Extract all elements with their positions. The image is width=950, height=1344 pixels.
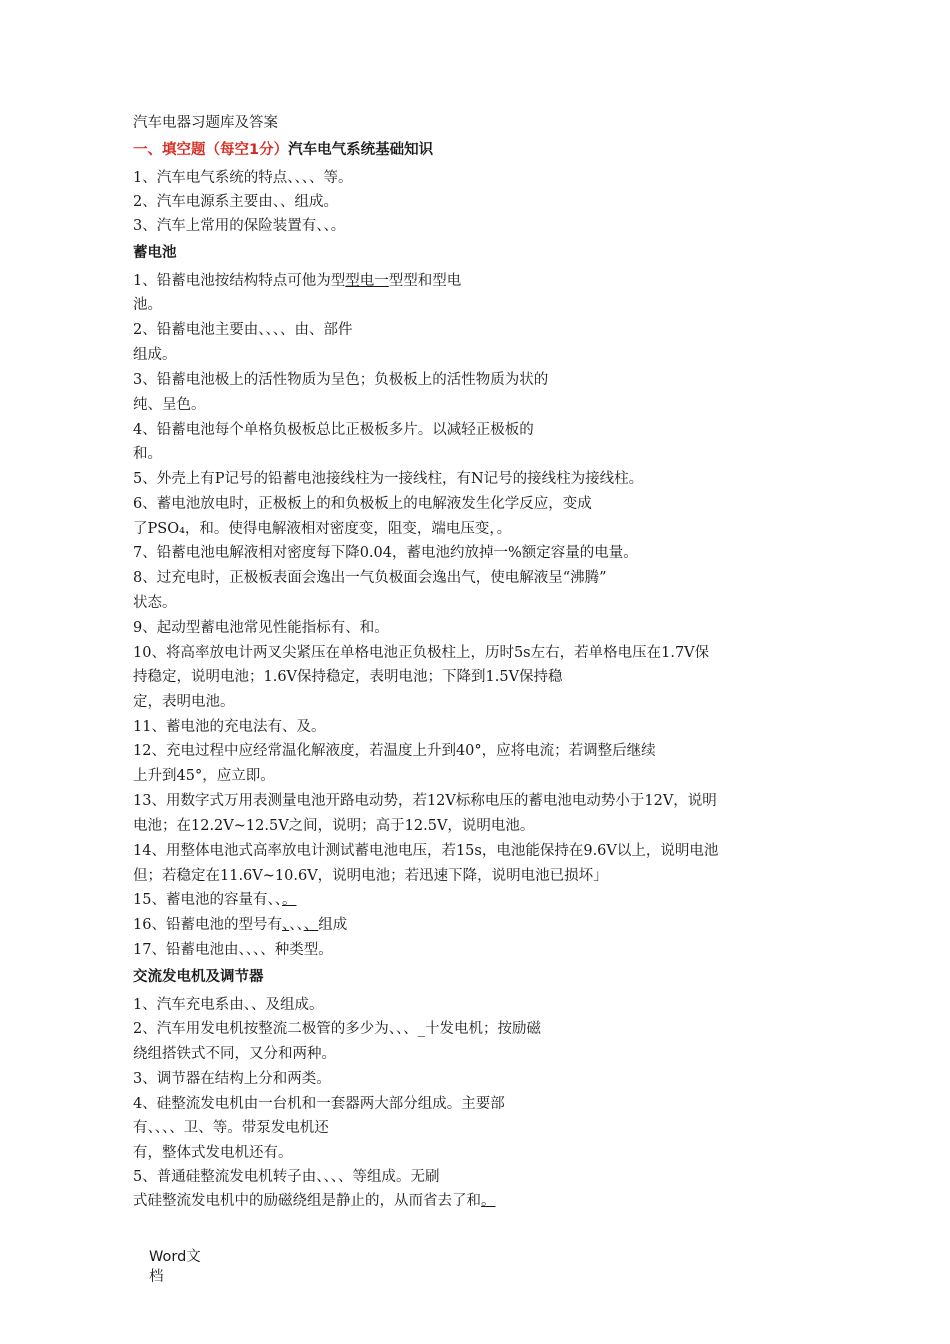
question-line: 定，表明电池。: [133, 694, 235, 710]
question-line: 17、铅蓄电池由、、、、种类型。: [133, 942, 333, 958]
question-line: 13、用数字式万用表测量电池开路电动势，若12V标称电压的蓄电池电动势小于12V，说明: [133, 793, 717, 809]
question-line: [133, 1191, 496, 1211]
question-line: 2、汽车用发电机按整流二极管的多少为、、、_十发电机；按励磁: [133, 1021, 541, 1037]
question-line: 7、铅蓄电池电解液相对密度每下降0.04，蓄电池约放掉一%额定容量的电量。: [133, 545, 638, 561]
question-line: 纯、呈色。: [133, 397, 206, 413]
question-line: 有，整体式发电机还有。: [133, 1145, 293, 1161]
question-line: 4、硅整流发电机由一台机和一套器两大部分组成。主要部: [133, 1096, 505, 1112]
question-line: 和。: [133, 446, 162, 462]
question-line: 3、汽车上常用的保险装置有、、。: [133, 218, 346, 234]
question-text: 、、: [289, 917, 304, 933]
footer-label: Word文: [149, 1249, 201, 1265]
question-line: 8、过充电时，正极板表面会逸出一气负极面会逸出气，使电解液呈“沸腾”: [133, 570, 607, 586]
question-line: 12、充电过程中应经常温化解液度，若温度上升到40°，应将电流；若调整后继续: [133, 743, 656, 759]
section-topic-label: 汽车电气系统基础知识: [288, 142, 434, 158]
question-text: 式硅整流发电机中的励磁绕组是静止的，从而省去了和: [133, 1193, 481, 1209]
question-line: 状态。: [133, 595, 177, 611]
question-line: 11、蓄电池的充电法有、及。: [133, 719, 326, 735]
document-title: 汽车电器习题库及答案: [133, 115, 278, 131]
question-text: 15、蓄电池的容量有、、: [133, 892, 282, 908]
question-line: [133, 271, 461, 291]
question-line: 1、汽车电气系统的特点、、、、等。: [133, 170, 353, 186]
underlined-blank: 型电一: [345, 273, 389, 289]
question-line: 6、蓄电池放电时，正极板上的和负极板上的电解液发生化学反应，变成: [133, 496, 592, 512]
section-heading-fill-blank: [133, 140, 433, 160]
alternator-heading: 交流发电机及调节器: [133, 969, 264, 985]
underlined-blank: 。: [281, 892, 297, 908]
question-text: 1、铅蓄电池按结构特点可他为型: [133, 273, 346, 289]
question-line: 14、用整体电池式高率放电计测试蓄电池电压，若15s，电池能保持在9.6V以上，说明电池: [133, 843, 719, 859]
question-line: 了PSO₄，和。使得电解液相对密度变，阻变，端电压变，。: [133, 521, 512, 537]
footer-label-continued: 档: [149, 1269, 164, 1285]
question-line: 电池；在12.2V~12.5V之间，说明；高于12.5V，说明电池。: [133, 818, 535, 834]
question-line: 5、普通硅整流发电机转子由、、、、等组成。无刷: [133, 1169, 440, 1185]
question-line: 但；若稳定在11.6V~10.6V，说明电池；若迅速下降，说明电池已损坏」: [133, 868, 608, 884]
question-line: 5、外壳上有P记号的铅蓄电池接线柱为一接线柱，有N记号的接线柱为接线柱。: [133, 471, 644, 487]
underlined-blank: 、: [303, 917, 319, 933]
question-text: 型型和型电: [388, 273, 462, 289]
question-line: 3、铅蓄电池极上的活性物质为呈色；负极板上的活性物质为状的: [133, 372, 549, 388]
question-line: 10、将高率放电计两叉尖紧压在单格电池正负极柱上，历时5s左右，若单格电压在1.7V保: [133, 645, 710, 661]
question-line: 3、调节器在结构上分和两类。: [133, 1071, 331, 1087]
section-number-label: 一、填空题（每空1分）: [133, 142, 289, 158]
question-line: 1、汽车充电系由、、及组成。: [133, 997, 324, 1013]
question-line: 有、、、、卫、等。带泵发电机还: [133, 1120, 329, 1136]
question-line: [133, 890, 296, 910]
question-text: 组成: [318, 917, 348, 933]
question-line: 组成。: [133, 347, 177, 363]
question-line: 2、铅蓄电池主要由、、、、由、部件: [133, 322, 353, 338]
underlined-blank: 。: [481, 1193, 496, 1209]
question-line: 池。: [133, 297, 162, 313]
question-line: 9、起动型蓄电池常见性能指标有、和。: [133, 620, 389, 636]
question-line: 持稳定，说明电池；1.6V保持稳定，表明电池；下降到1.5V保持稳: [133, 669, 563, 685]
question-line: [133, 915, 347, 935]
question-line: 2、汽车电源系主要由、、组成。: [133, 194, 338, 210]
underlined-blank: 、: [281, 917, 290, 933]
question-line: 上升到45°，应立即。: [133, 768, 275, 784]
battery-heading: 蓄电池: [133, 245, 177, 261]
question-line: 绕组搭铁式不同，又分和两种。: [133, 1046, 336, 1062]
question-text: 16、铅蓄电池的型号有: [133, 917, 282, 933]
question-line: 4、铅蓄电池每个单格负极板总比正极板多片。以减轻正极板的: [133, 422, 534, 438]
